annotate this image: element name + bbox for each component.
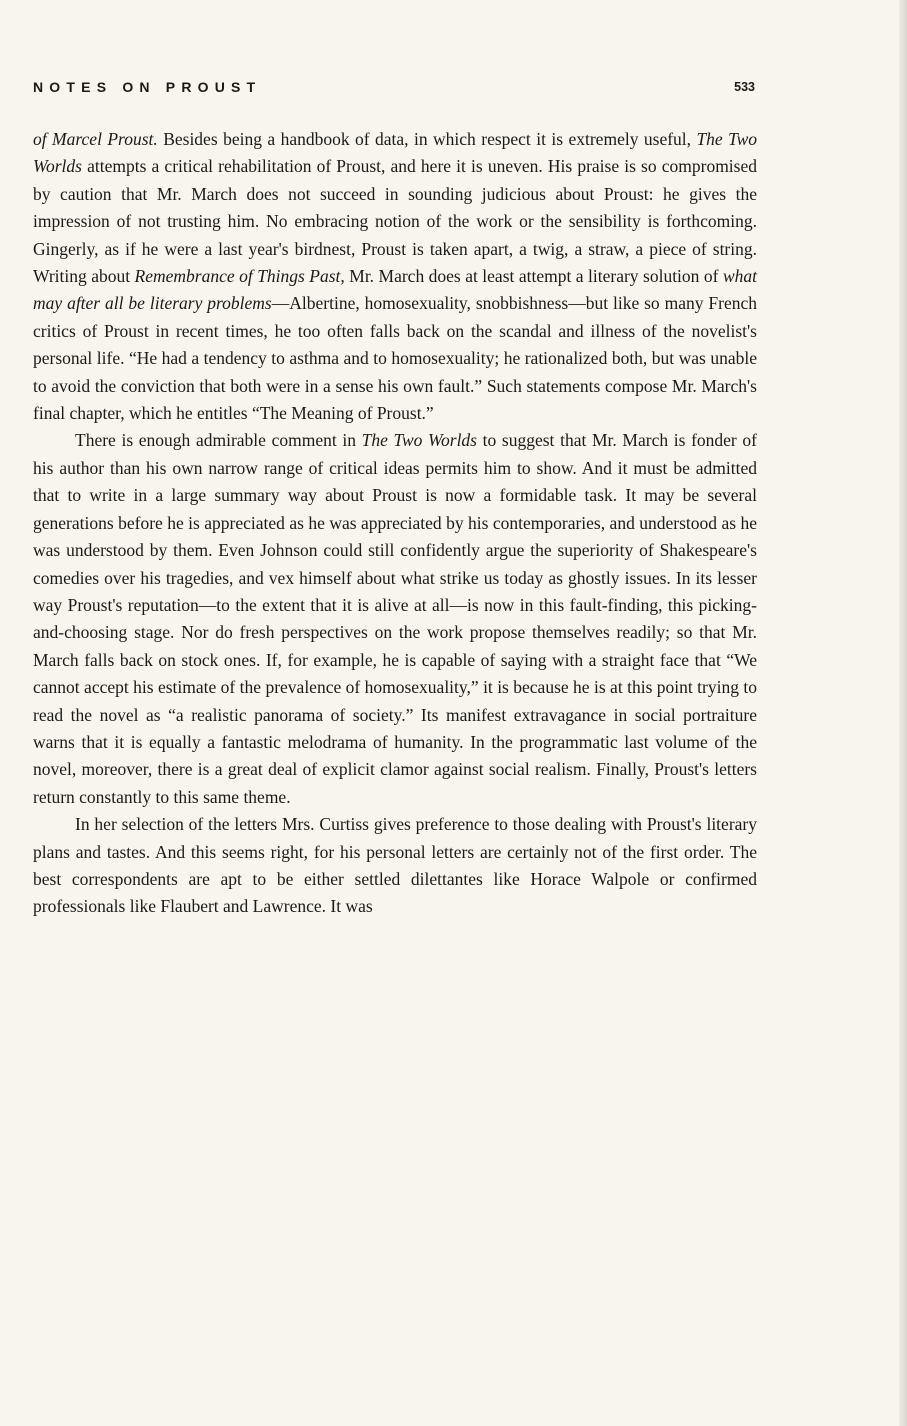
paragraph-3 bbox=[33, 811, 757, 921]
body-text bbox=[33, 126, 757, 921]
book-title: The Two Worlds bbox=[33, 129, 757, 177]
paragraph-1 bbox=[33, 126, 757, 427]
text-segment: There is enough admirable comment in bbox=[75, 430, 362, 451]
text-segment: attempts a critical rehabilitation of Proust, and here it is uneven. His praise is so compromised by caution that Mr. March does not succeed in sounding judicious about Proust: he gives the impression of not trusting him. No embracing notion of the work or the sensibility is forthcoming. Gingerly, as if he were a last year's birdnest, Proust is taken apart, a twig, a straw, a piece of string. Writing about bbox=[33, 156, 757, 287]
text-segment: Besides being a handbook of data, in which respect it is extremely useful, bbox=[157, 129, 697, 149]
text-segment: to suggest that Mr. March is fonder of his author than his own narrow range of critical ideas permits him to show. And it must be admitted that to write in a large summary way about Proust is now a formidable task. It may be several generations before he is appreciated as he was appreciated by his contemporaries, and understood as he was understood by them. Even Johnson could still confidently argue the superiority of Shakespeare's comedies over his tragedies, and vex himself about what strike us today as ghostly issues. In its lesser way Proust's reputation—to the extent that it is alive at all—is now in this fault-finding, this picking-and-choosing stage. Nor do fresh perspectives on the work propose themselves readily; so that Mr. March falls back on stock ones. If, for example, he is capable of saying with a straight face that “We cannot accept his estimate of the prevalence of homosexuality,” it is because he is at this point trying to read the novel as “a realistic panorama of society.” Its manifest extravagance in social portraiture warns that it is equally a fantastic melodrama of humanity. In the programmatic last volume of the novel, moreover, there is a great deal of explicit clamor against social realism. Finally, Proust's letters return constantly to this same theme. bbox=[33, 430, 757, 807]
text-segment: of Marcel Proust. bbox=[33, 129, 158, 149]
book-title: Remembrance of Things Past, bbox=[134, 266, 345, 287]
book-title: The Two Worlds bbox=[361, 430, 477, 451]
text-segment: what may after all be literary problems bbox=[33, 266, 757, 314]
page-edge bbox=[899, 0, 907, 1426]
running-title: NOTES ON PROUST bbox=[33, 79, 262, 95]
page-number: 533 bbox=[734, 80, 755, 94]
text-segment: In her selection of the letters Mrs. Curtiss gives preference to those dealing with Proust's literary plans and tastes. And this seems right, for his personal letters are certainly not of the first order. The best correspondents are apt to be either settled dilettantes like Horace Walpole or confirmed professionals like Flaubert and Lawrence. It was bbox=[33, 814, 757, 917]
text-segment: —Albertine, homosexuality, snobbishness—but like so many French critics of Proust in recent times, he too often falls back on the scandal and illness of the novelist's personal life. “He had a tendency to asthma and to homosexuality; he rationalized both, but was unable to avoid the conviction that both were in a sense his own fault.” Such statements compose Mr. March's final chapter, which he entitles “The Meaning of Proust.” bbox=[33, 293, 757, 424]
running-head bbox=[33, 79, 755, 99]
paragraph-2 bbox=[33, 427, 757, 811]
text-segment: Mr. March does at least attempt a literary solution of bbox=[344, 266, 723, 287]
